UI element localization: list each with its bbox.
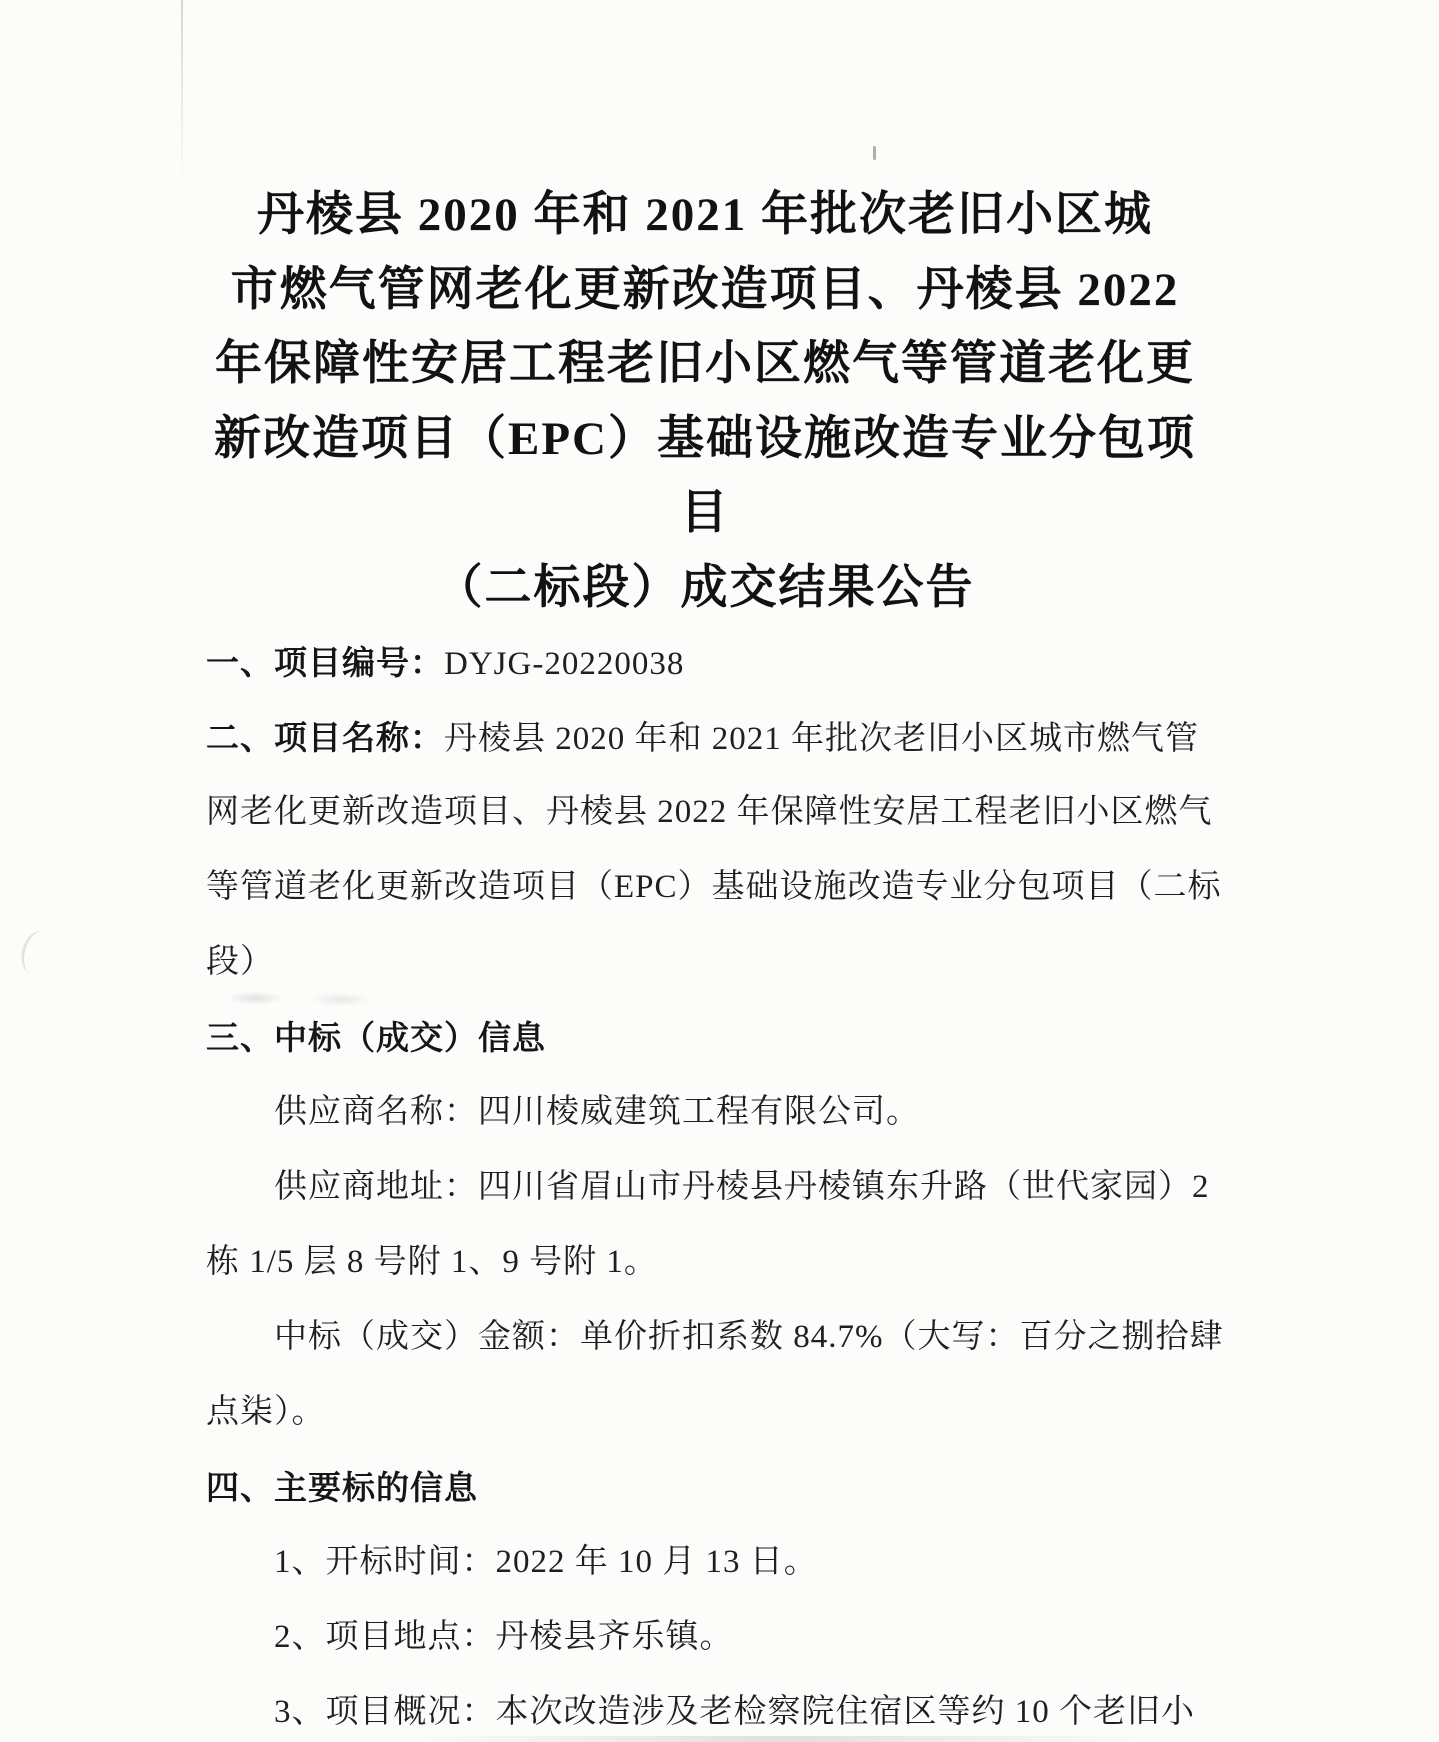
scan-artifact-vertical-line <box>181 0 183 186</box>
project-name-text-3: 等管道老化更新改造项目（EPC）基础设施改造专业分包项目（二标 <box>206 869 1222 905</box>
award-amount-text-2: 点柒）。 <box>206 1394 326 1430</box>
title-line-5: （二标段）成交结果公告 <box>435 561 975 614</box>
section-heading-2: 二、项目名称： <box>206 719 444 756</box>
title-line-2: 市燃气管网老化更新改造项目、丹棱县 2022 <box>230 263 1180 316</box>
title-line-4: 新改造项目（EPC）基础设施改造专业分包项目 <box>214 412 1196 539</box>
document-title <box>206 178 1204 625</box>
section-heading-4: 四、主要标的信息 <box>206 1469 478 1506</box>
scan-artifact-smudge <box>16 926 60 979</box>
body-line-main-subject-heading <box>206 1450 1216 1525</box>
project-name-text-2: 网老化更新改造项目、丹棱县 2022 年保障性安居工程老旧小区燃气 <box>206 794 1213 830</box>
body-line-award-info-heading <box>206 1000 1216 1075</box>
project-location-text: 2、项目地点：丹棱县齐乐镇。 <box>274 1619 734 1655</box>
body-line-supplier-address-1 <box>206 1150 1216 1225</box>
title-line-1: 丹棱县 2020 年和 2021 年批次老旧小区城 <box>257 189 1153 241</box>
body-line-award-amount-1 <box>206 1300 1224 1375</box>
project-overview-text: 3、项目概况：本次改造涉及老检察院住宿区等约 10 个老旧小 <box>274 1694 1195 1730</box>
body-line-project-overview <box>206 1675 1216 1742</box>
supplier-address-text-1: 供应商地址：四川省眉山市丹棱县丹棱镇东升路（世代家园）2 <box>274 1169 1210 1205</box>
body-line-award-amount-2 <box>206 1375 1216 1450</box>
supplier-address-text-2: 栋 1/5 层 8 号附 1、9 号附 1。 <box>206 1244 658 1280</box>
body-line-project-name-3 <box>206 850 1222 925</box>
title-line-3: 年保障性安居工程老旧小区燃气等管道老化更 <box>215 338 1195 390</box>
body-line-supplier-address-2 <box>206 1225 1216 1300</box>
body-line-project-name-1 <box>206 700 1216 775</box>
body-line-project-name-4 <box>206 925 1216 1000</box>
body-line-project-number <box>206 625 1216 700</box>
supplier-name-text: 供应商名称：四川棱威建筑工程有限公司。 <box>274 1094 920 1130</box>
section-heading-3: 三、中标（成交）信息 <box>206 1019 546 1056</box>
project-name-text-4: 段） <box>206 944 274 980</box>
project-number-value: DYJG-20220038 <box>444 646 685 682</box>
body-line-bid-opening-time <box>206 1525 1216 1600</box>
bid-opening-time-text: 1、开标时间：2022 年 10 月 13 日。 <box>274 1544 818 1580</box>
body-line-supplier-name <box>206 1075 1216 1150</box>
award-amount-text-1: 中标（成交）金额：单价折扣系数 84.7%（大写：百分之捌拾肆 <box>274 1319 1224 1355</box>
body-line-project-name-2 <box>206 775 1216 850</box>
section-heading-1: 一、项目编号： <box>206 644 444 681</box>
project-name-text-1: 丹棱县 2020 年和 2021 年批次老旧小区城市燃气管 <box>444 721 1199 757</box>
scan-artifact-tick <box>873 146 876 160</box>
body-line-project-location <box>206 1600 1216 1675</box>
document-body <box>206 625 1224 1742</box>
